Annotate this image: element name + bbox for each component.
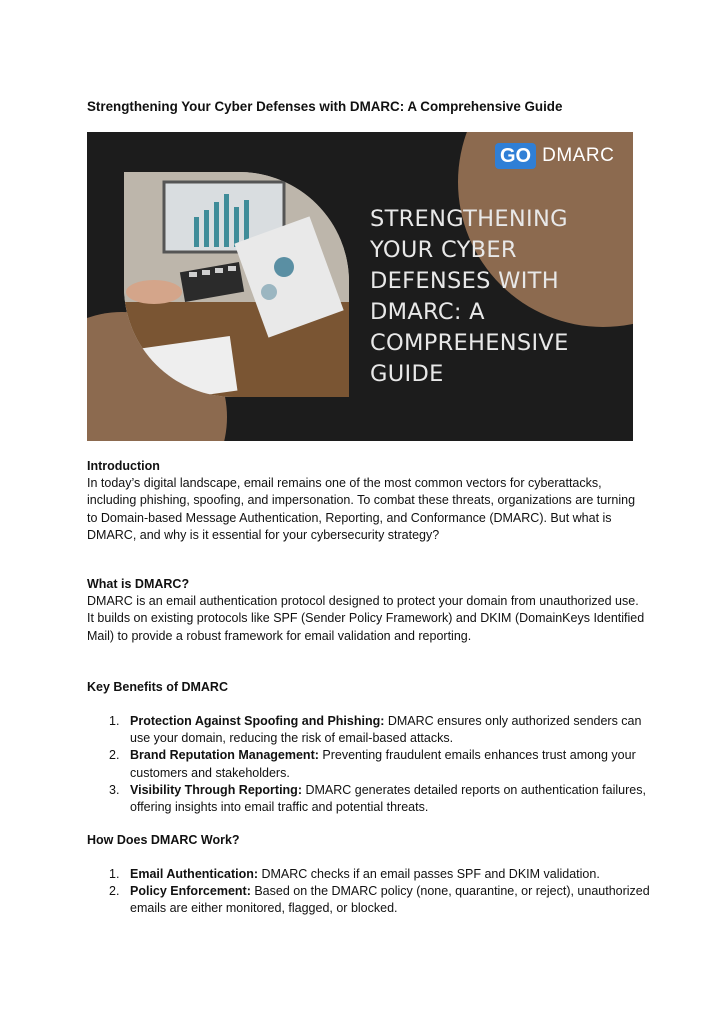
photo-illustration — [124, 172, 349, 397]
intro-heading: Introduction — [87, 459, 160, 473]
list-item-text: DMARC checks if an email passes SPF and DKIM validation. — [258, 867, 600, 881]
list-item — [87, 782, 650, 816]
hero-heading-line: YOUR CYBER — [370, 237, 517, 263]
intro-section — [87, 458, 647, 544]
list-item-label: Email Authentication: — [130, 867, 259, 881]
benefits-heading: Key Benefits of DMARC — [87, 680, 228, 694]
document-title: Strengthening Your Cyber Defenses with DMARC: A Comprehensive Guide — [87, 99, 563, 114]
list-item-text: DMARC generates detailed reports on authentication failures, offering insights into email traffic and potential threats. — [130, 782, 646, 815]
office-photo — [124, 172, 349, 397]
list-item-label: Brand Reputation Management: — [130, 748, 319, 763]
list-item-text: Preventing fraudulent emails enhances trust among your customers and stakeholders. — [130, 748, 636, 780]
how-heading: How Does DMARC Work? — [87, 833, 240, 847]
list-item — [87, 883, 650, 917]
benefits-list — [87, 713, 647, 816]
list-item-label: Protection Against Spoofing and Phishing: — [130, 714, 385, 728]
list-number: 2. — [109, 748, 120, 763]
hero-heading-line: COMPREHENSIVE — [370, 330, 569, 356]
what-heading: What is DMARC? — [87, 577, 190, 591]
list-item-text: DMARC ensures only authorized senders can use your domain, reducing the risk of email-based attacks. — [130, 714, 642, 746]
hero-heading-line: DMARC: A — [370, 299, 485, 325]
intro-paragraph: In today’s digital landscape, email remains one of the most common vectors for cyberattacks, including phishing, spoofing, and impersonation. To combat these threats, organizations are turning to Domain-based Message Authentication, Reporting, and Conformance (DMARC). But what is DMARC, and why is it essential for your cybersecurity strategy? — [87, 476, 636, 542]
logo-wordmark: DMARC — [542, 145, 615, 166]
hero-heading-line: GUIDE — [370, 361, 444, 387]
list-item-label: Policy Enforcement: — [130, 884, 251, 899]
hero-banner — [87, 132, 633, 441]
logo-go-mark: GO — [495, 143, 536, 169]
list-item — [87, 866, 650, 883]
list-number: 3. — [109, 782, 120, 797]
what-section — [87, 576, 647, 645]
hero-heading — [370, 204, 620, 390]
list-item — [87, 747, 650, 781]
how-list — [87, 866, 650, 918]
hero-heading-line: STRENGTHENING — [370, 206, 568, 232]
list-item-text: Based on the DMARC policy (none, quarantine, or reject), unauthorized emails are either monitored, flagged, or blocked. — [130, 884, 650, 916]
list-number: 2. — [109, 884, 120, 899]
list-number: 1. — [109, 714, 120, 728]
list-item-label: Visibility Through Reporting: — [130, 782, 302, 797]
hero-heading-line: DEFENSES WITH — [370, 268, 559, 294]
godmarc-logo — [495, 142, 614, 170]
list-item — [87, 713, 650, 747]
list-number: 1. — [109, 867, 120, 881]
what-paragraph: DMARC is an email authentication protocol designed to protect your domain from unauthorized use. It builds on existing protocols like SPF (Sender Policy Framework) and DKIM (DomainKeys Identified Mail) to provide a robust framework for email validation and reporting. — [87, 594, 645, 643]
